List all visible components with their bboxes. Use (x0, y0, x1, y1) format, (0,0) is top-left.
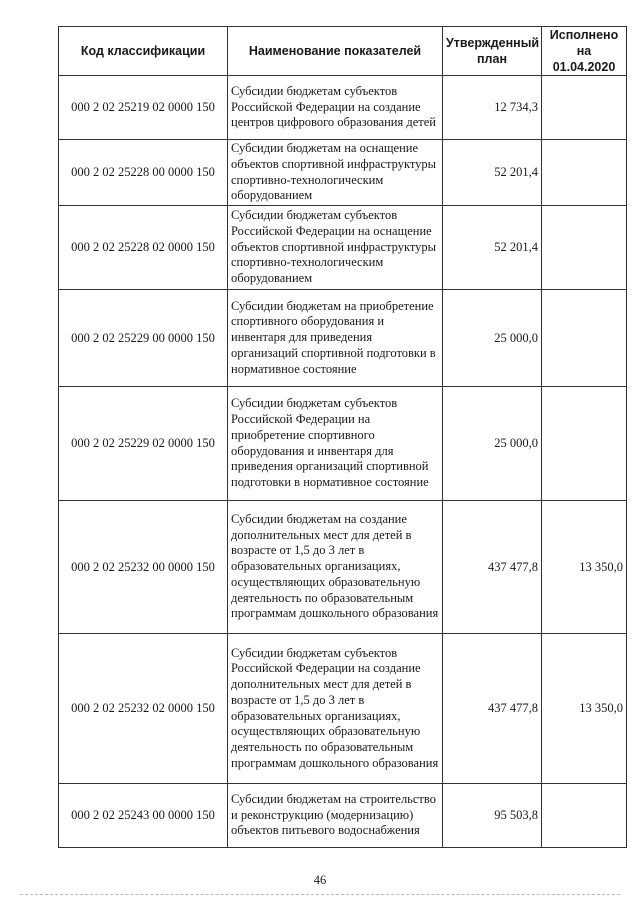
row-plan: 52 201,4 (443, 206, 542, 290)
row-name: Субсидии бюджетам субъектов Российской Федерации на создание дополнительных мест для детей в возрасте от 1,5 до 3 лет в образовательных организациях, осуществляющих образовательную деятельность по образовательным программам дошкольного образования (228, 634, 443, 784)
row-code: 000 2 02 25228 00 0000 150 (59, 140, 228, 206)
row-code: 000 2 02 25229 02 0000 150 (59, 387, 228, 501)
row-plan: 437 477,8 (443, 501, 542, 634)
row-plan: 52 201,4 (443, 140, 542, 206)
row-code: 000 2 02 25219 02 0000 150 (59, 76, 228, 140)
row-executed (542, 76, 627, 140)
row-plan: 437 477,8 (443, 634, 542, 784)
row-code: 000 2 02 25232 02 0000 150 (59, 634, 228, 784)
budget-table (58, 26, 627, 848)
table-row (59, 76, 627, 140)
table-row (59, 784, 627, 848)
row-name: Субсидии бюджетам на оснащение объектов спортивной инфраструктуры спортивно-технологическим оборудованием (228, 140, 443, 206)
scan-edge-divider (20, 894, 620, 895)
row-executed: 13 350,0 (542, 634, 627, 784)
row-plan: 95 503,8 (443, 784, 542, 848)
row-code: 000 2 02 25243 00 0000 150 (59, 784, 228, 848)
header-code: Код классификации (59, 27, 228, 76)
table-row (59, 290, 627, 387)
table-row (59, 634, 627, 784)
row-name: Субсидии бюджетам на создание дополнительных мест для детей в возрасте от 1,5 до 3 лет в образовательных организациях, осуществляющих образовательную деятельность по образовательным программам дошкольного образования (228, 501, 443, 634)
page-number: 46 (313, 873, 327, 887)
row-executed (542, 206, 627, 290)
table-header-row (59, 27, 627, 76)
row-executed (542, 784, 627, 848)
table-row (59, 387, 627, 501)
row-code: 000 2 02 25228 02 0000 150 (59, 206, 228, 290)
row-executed: 13 350,0 (542, 501, 627, 634)
row-name: Субсидии бюджетам на строительство и реконструкцию (модернизацию) объектов питьевого водоснабжения (228, 784, 443, 848)
header-executed: Исполнено на 01.04.2020 (542, 27, 627, 76)
row-code: 000 2 02 25232 00 0000 150 (59, 501, 228, 634)
row-plan: 12 734,3 (443, 76, 542, 140)
row-name: Субсидии бюджетам субъектов Российской Федерации на оснащение объектов спортивной инфраструктуры спортивно-технологическим оборудованием (228, 206, 443, 290)
row-plan: 25 000,0 (443, 387, 542, 501)
row-name: Субсидии бюджетам на приобретение спортивного оборудования и инвентаря для приведения организаций спортивной подготовки в нормативное состояние (228, 290, 443, 387)
row-name: Субсидии бюджетам субъектов Российской Федерации на приобретение спортивного оборудования и инвентаря для приведения организаций спортивной подготовки в нормативное состояние (228, 387, 443, 501)
table-row (59, 206, 627, 290)
table-row (59, 501, 627, 634)
row-executed (542, 290, 627, 387)
row-executed (542, 140, 627, 206)
header-name: Наименование показателей (228, 27, 443, 76)
row-plan: 25 000,0 (443, 290, 542, 387)
table-row (59, 140, 627, 206)
row-name: Субсидии бюджетам субъектов Российской Федерации на создание центров цифрового образования детей (228, 76, 443, 140)
row-executed (542, 387, 627, 501)
row-code: 000 2 02 25229 00 0000 150 (59, 290, 228, 387)
header-plan: Утвержденный план (443, 27, 542, 76)
